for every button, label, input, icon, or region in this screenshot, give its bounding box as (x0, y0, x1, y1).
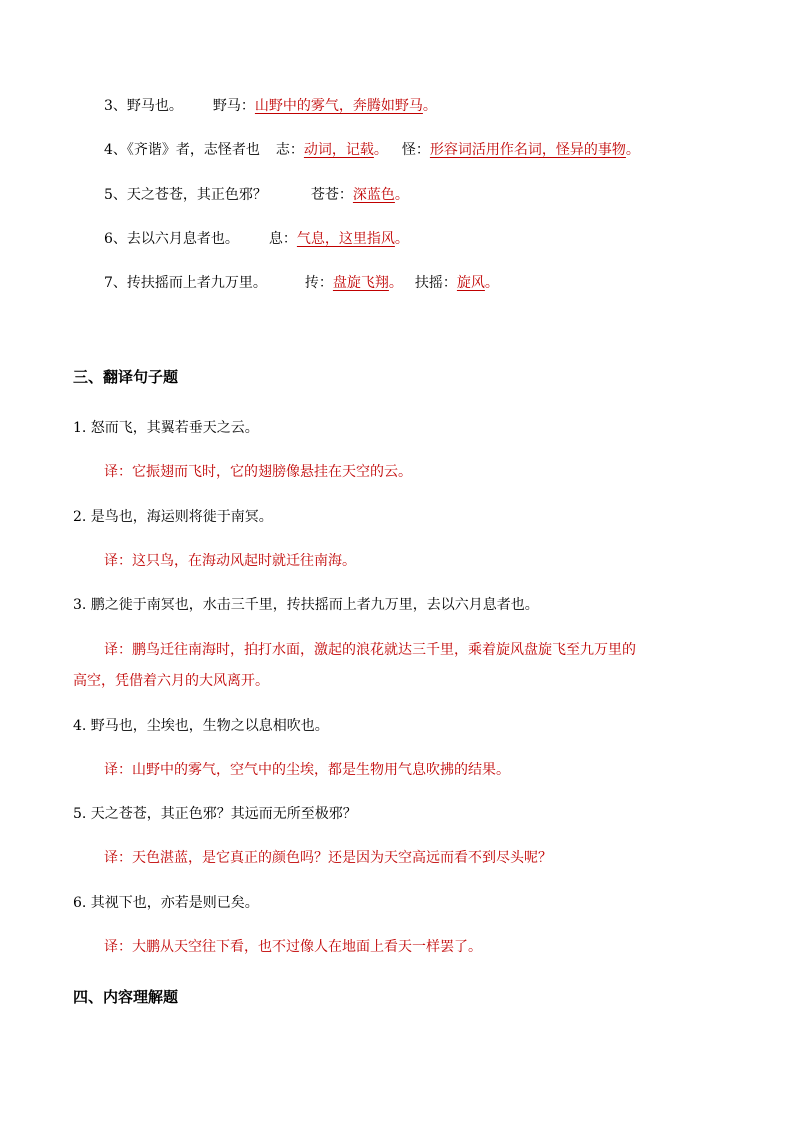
translation-5: 译：天色湛蓝，是它真正的颜色吗？还是因为天空高远而看不到尽头呢？ (104, 850, 552, 866)
vocab-word: 苍苍： (310, 187, 353, 203)
section-heading-translation: 三、翻译句子题 (73, 368, 179, 386)
vocab-answer: 形容词活用作名词，怪异的事物 (429, 142, 626, 158)
vocab-answer-end: 。 (388, 275, 403, 291)
vocab-answer-end: 。 (394, 187, 409, 203)
item-number: 4、 (104, 142, 127, 158)
vocab-item-5 (104, 185, 409, 205)
vocab-sentence: 野马也。 (126, 98, 183, 114)
vocab-sentence: 天之苍苍，其正色邪？ (126, 187, 267, 203)
vocab-answer: 盘旋飞翔 (332, 275, 389, 291)
question-6: 6. 其视下也，亦若是则已矣。 (73, 895, 259, 911)
translation-6: 译：大鹏从天空往下看，也不过像人在地面上看天一样罢了。 (104, 939, 482, 955)
vocab-item-7 (104, 273, 499, 293)
vocab-answer: 山野中的雾气，奔腾如野马 (254, 98, 423, 114)
vocab-sentence: 《齐谐》者，志怪者也 (126, 142, 260, 158)
question-3: 3. 鹏之徙于南冥也，水击三千里，抟扶摇而上者九万里，去以六月息者也。 (73, 597, 539, 613)
question-5: 5. 天之苍苍，其正色邪？其远而无所至极邪？ (73, 806, 357, 822)
vocab-word: 息： (268, 231, 297, 247)
vocab-word: 抟： (304, 275, 333, 291)
translation-1: 译：它振翅而飞时，它的翅膀像悬挂在天空的云。 (104, 464, 412, 480)
vocab-answer: 深蓝色 (352, 187, 395, 203)
vocab-answer-end: 。 (394, 231, 409, 247)
vocab-sentence: 抟扶摇而上者九万里。 (126, 275, 267, 291)
vocab-answer-end: 。 (373, 142, 388, 158)
vocab-answer: 气息，这里指风 (296, 231, 395, 247)
item-number: 7、 (104, 275, 127, 291)
item-number: 5、 (104, 187, 127, 203)
vocab-answer: 动词，记载 (303, 142, 374, 158)
question-4: 4. 野马也，尘埃也，生物之以息相吹也。 (73, 718, 329, 734)
section-heading-comprehension: 四、内容理解题 (73, 988, 179, 1006)
item-number: 6、 (104, 231, 127, 247)
vocab-answer-end: 。 (422, 98, 437, 114)
translation-2: 译：这只鸟，在海动风起时就迁往南海。 (104, 553, 356, 569)
translation-4: 译：山野中的雾气，空气中的尘埃，都是生物用气息吹拂的结果。 (104, 762, 510, 778)
vocab-item-6 (104, 229, 409, 249)
vocab-word: 怪： (401, 142, 430, 158)
translation-3: 译：鹏鸟迁往南海时，拍打水面，激起的浪花就达三千里，乘着旋风盘旋飞至九万里的 (104, 642, 636, 658)
question-1: 1. 怒而飞，其翼若垂天之云。 (73, 420, 259, 436)
vocab-word: 志： (275, 142, 304, 158)
vocab-answer: 旋风 (456, 275, 485, 291)
translation-3-continued: 高空，凭借着六月的大风离开。 (73, 673, 269, 689)
vocab-answer-end: 。 (484, 275, 499, 291)
question-2: 2. 是鸟也，海运则将徙于南冥。 (73, 509, 273, 525)
vocab-sentence: 去以六月息者也。 (126, 231, 239, 247)
vocab-word: 扶摇： (414, 275, 457, 291)
vocab-item-4 (104, 140, 640, 160)
vocab-item-3 (104, 96, 437, 116)
item-number: 3、 (104, 98, 127, 114)
vocab-answer-end: 。 (625, 142, 640, 158)
vocab-word: 野马： (212, 98, 255, 114)
